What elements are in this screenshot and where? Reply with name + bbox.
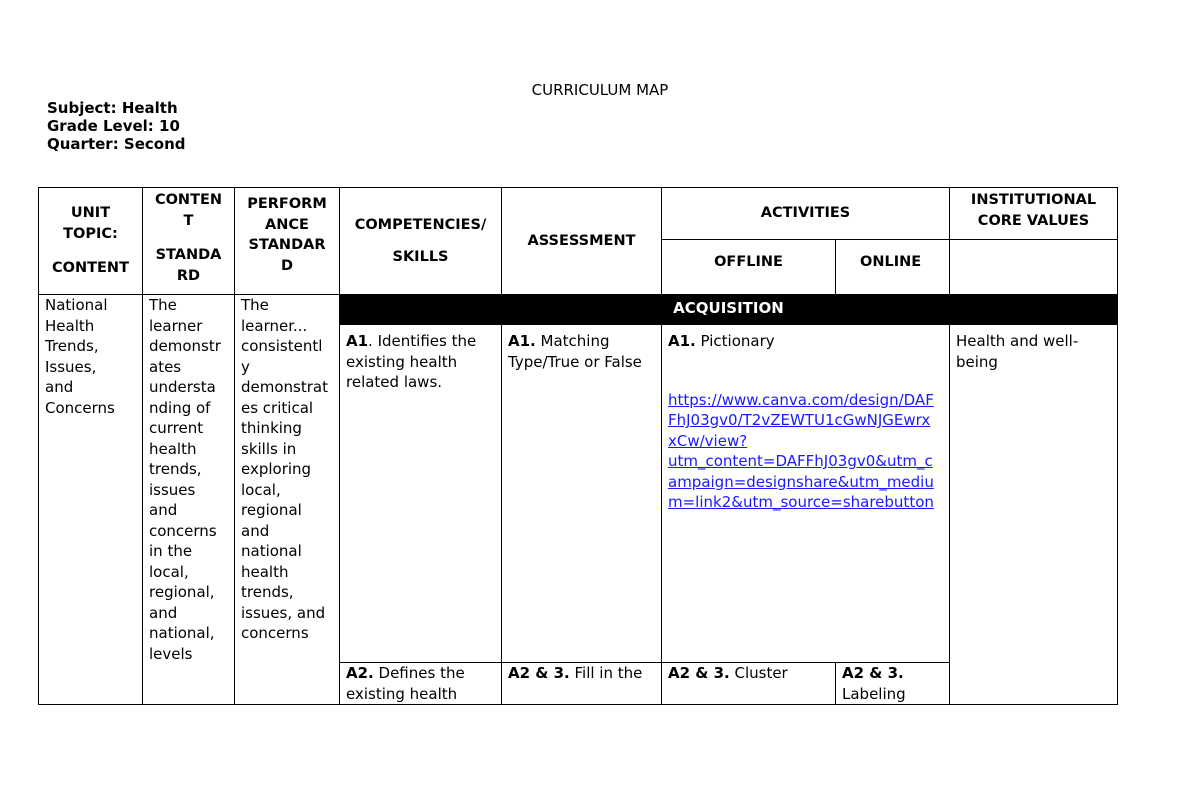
header-content-standard-line-1: CONTEN xyxy=(154,192,223,208)
header-competencies-line-2: SKILLS xyxy=(392,249,449,265)
header-unit-topic-line-2: TOPIC: xyxy=(63,225,118,242)
content-standard-line: regional, xyxy=(149,583,215,601)
performance-standard-line: es critical xyxy=(241,398,314,417)
offline-a2-text: Cluster xyxy=(729,664,788,682)
assessment-a2-text: Fill in the xyxy=(569,664,643,682)
performance-standard-line: health xyxy=(241,562,289,581)
header-performance-standard xyxy=(235,188,340,295)
performance-standard-cell xyxy=(235,295,340,705)
header-competencies-line-1: COMPETENCIES/ xyxy=(354,216,487,233)
header-activities: ACTIVITIES xyxy=(662,188,950,240)
performance-standard-line: local, xyxy=(241,480,281,499)
competency-a1-cell xyxy=(340,325,502,663)
document-meta xyxy=(47,99,186,153)
unit-topic-cell xyxy=(39,295,143,705)
content-standard-line: issues xyxy=(149,480,196,499)
header-performance-standard-line-2: ANCE xyxy=(265,216,309,233)
header-institutional-core-values xyxy=(950,188,1118,240)
grade-level-line: Grade Level: 10 xyxy=(47,117,180,135)
header-institutional-line-2: CORE VALUES xyxy=(977,212,1090,229)
activity-a1-code: A1. xyxy=(668,332,696,350)
header-performance-standard-line-1: PERFORM xyxy=(247,196,327,212)
canva-link-line[interactable]: FhJ03gv0/T2vZEWTU1cGwNJGEwrx xyxy=(668,411,931,429)
header-content-standard xyxy=(143,188,235,295)
document-title: CURRICULUM MAP xyxy=(531,81,669,99)
performance-standard-line: The xyxy=(241,296,269,314)
performance-standard-line: and xyxy=(241,521,270,540)
content-standard-line: ates xyxy=(149,357,182,376)
competency-a1-text: . Identifies the existing health related laws. xyxy=(346,332,477,391)
performance-standard-line: concerns xyxy=(241,624,309,642)
header-institutional-line-1: INSTITUTIONAL xyxy=(970,192,1097,208)
activity-a1-text: Pictionary xyxy=(695,332,775,350)
header-assessment: ASSESSMENT xyxy=(502,188,662,295)
assessment-a1-code: A1. xyxy=(508,332,536,350)
competency-a2-code: A2. xyxy=(346,664,374,682)
unit-topic-line: Issues, xyxy=(45,357,97,376)
performance-standard-line: learner... xyxy=(241,316,308,335)
content-standard-line: trends, xyxy=(149,460,202,478)
header-row-1 xyxy=(39,188,1118,240)
content-standard-line: in the xyxy=(149,542,193,560)
header-content-standard-line-4: RD xyxy=(176,267,201,284)
online-a2-text: Labeling xyxy=(842,684,906,703)
assessment-a1-cell xyxy=(502,325,662,663)
header-offline: OFFLINE xyxy=(662,240,836,295)
unit-topic-line: and xyxy=(45,378,74,396)
canva-link-line[interactable]: xCw/view? xyxy=(668,431,748,450)
acquisition-row xyxy=(39,295,1118,325)
canva-link-line[interactable]: https://www.canva.com/design/DAF xyxy=(668,390,934,409)
content-standard-line: concerns xyxy=(149,521,217,540)
content-standard-line: local, xyxy=(149,562,189,581)
assessment-a2-cell xyxy=(502,663,662,705)
content-standard-line: levels xyxy=(149,644,193,663)
offline-a2-code: A2 & 3. xyxy=(668,664,730,682)
performance-standard-line: thinking xyxy=(241,419,302,437)
subject-line: Subject: Health xyxy=(47,99,178,117)
canva-link-line[interactable]: m=link2&utm_source=sharebutton xyxy=(668,493,934,511)
canva-link-line[interactable]: utm_content=DAFFhJ03gv0&utm_c xyxy=(668,452,933,470)
activity-a1-cell xyxy=(662,325,950,663)
header-performance-standard-line-4: D xyxy=(280,257,294,274)
performance-standard-line: demonstrat xyxy=(241,378,328,396)
performance-standard-line: skills in xyxy=(241,439,297,458)
content-standard-line: understa xyxy=(149,378,216,396)
curriculum-map-table xyxy=(38,187,1118,705)
header-online: ONLINE xyxy=(836,240,950,295)
online-a2-code: A2 & 3. xyxy=(842,664,904,682)
header-unit-topic-line-1: UNIT xyxy=(70,205,111,222)
assessment-a1-text: Matching Type/True or False xyxy=(508,332,642,371)
unit-topic-line: Concerns xyxy=(45,398,115,417)
competency-a2-cell xyxy=(340,663,502,705)
header-performance-standard-line-3: STANDAR xyxy=(248,237,326,253)
performance-standard-line: national xyxy=(241,542,302,560)
content-standard-line: and xyxy=(149,603,178,622)
assessment-a2-code: A2 & 3. xyxy=(508,664,570,682)
header-content-standard-line-2: T xyxy=(183,212,194,229)
unit-topic-line: Trends, xyxy=(45,337,99,355)
content-standard-line: The xyxy=(149,296,177,314)
content-standard-line: and xyxy=(149,501,178,519)
unit-topic-line: Health xyxy=(45,316,95,335)
header-content-standard-line-3: STANDA xyxy=(155,247,222,263)
core-values-cell: Health and well-being xyxy=(950,325,1118,705)
content-standard-line: national, xyxy=(149,624,215,642)
content-standard-line: health xyxy=(149,439,197,458)
online-a2-cell xyxy=(836,663,950,705)
header-institutional-empty xyxy=(950,240,1118,295)
canva-link[interactable] xyxy=(668,390,943,513)
content-standard-line: learner xyxy=(149,316,203,335)
performance-standard-line: exploring xyxy=(241,460,312,478)
quarter-line: Quarter: Second xyxy=(47,135,186,153)
content-standard-line: current xyxy=(149,419,204,437)
competency-a2-text: Defines the existing health xyxy=(346,664,465,703)
canva-link-line[interactable]: ampaign=designshare&utm_mediu xyxy=(668,472,934,491)
offline-a2-cell xyxy=(662,663,836,705)
competency-a1-code: A1 xyxy=(346,332,369,350)
header-unit-topic xyxy=(39,188,143,295)
content-standard-line: demonstr xyxy=(149,337,221,355)
performance-standard-line: regional xyxy=(241,501,302,519)
content-standard-cell xyxy=(143,295,235,705)
performance-standard-line: consistentl xyxy=(241,337,323,355)
performance-standard-line: trends, xyxy=(241,583,294,601)
header-unit-topic-line-3: CONTENT xyxy=(52,260,129,277)
acquisition-banner: ACQUISITION xyxy=(340,295,1118,325)
performance-standard-line: y xyxy=(241,357,250,376)
header-competencies xyxy=(340,188,502,295)
performance-standard-line: issues, and xyxy=(241,603,326,622)
unit-topic-line: National xyxy=(45,296,108,314)
content-standard-line: nding of xyxy=(149,398,211,417)
